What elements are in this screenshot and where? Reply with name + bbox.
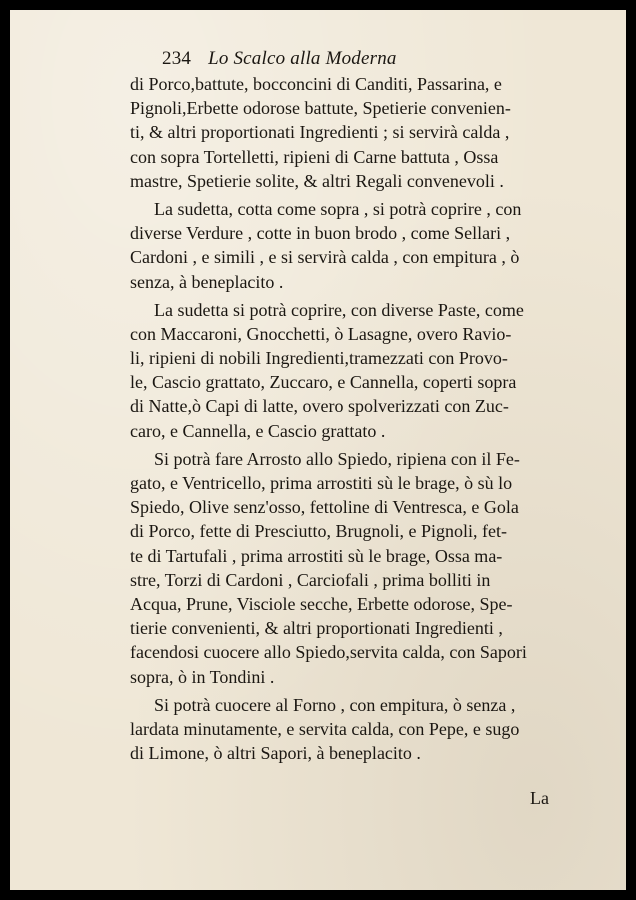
- paragraph-start-line: La sudetta si potrà coprire, con diverse Paste, come: [154, 299, 524, 320]
- book-page: [10, 10, 626, 890]
- text-line: con sopra Tortelletti, ripieni di Carne battuta , Ossa: [130, 146, 499, 167]
- text-line: di Natte,ò Capi di latte, overo spolverizzati con Zuc-: [130, 396, 509, 417]
- page-number: 234: [162, 48, 192, 69]
- text-line: diverse Verdure , cotte in buon brodo , come Sellari ,: [130, 223, 511, 244]
- text-line: senza, à beneplacito .: [130, 271, 284, 292]
- text-line: Spiedo, Olive senz'osso, fettoline di Ventresca, e Gola: [130, 497, 519, 518]
- running-title: Lo Scalco alla Moderna: [208, 48, 397, 69]
- text-line: con Maccaroni, Gnocchetti, ò Lasagne, overo Ravio-: [130, 323, 512, 344]
- body-text: [130, 72, 570, 765]
- text-line: caro, e Cannella, e Cascio grattato .: [130, 420, 386, 441]
- text-line: mastre, Spetierie solite, & altri Regali convenevoli .: [130, 170, 504, 191]
- page-header: [162, 48, 397, 70]
- catchword: La: [530, 788, 549, 808]
- paragraph-start-line: Si potrà cuocere al Forno , con empitura, ò senza ,: [154, 694, 516, 715]
- text-line: di Limone, ò altri Sapori, à beneplacito .: [130, 743, 421, 764]
- text-line: le, Cascio grattato, Zuccaro, e Cannella, coperti sopra: [130, 372, 517, 393]
- paragraph-start-line: Si potrà fare Arrosto allo Spiedo, ripiena con il Fe-: [154, 448, 520, 469]
- text-line: facendosi cuocere allo Spiedo,servita calda, con Sapori: [130, 642, 527, 663]
- text-line: di Porco, fette di Presciutto, Brugnoli, e Pignoli, fet-: [130, 521, 507, 542]
- text-line: te di Tartufali , prima arrostiti sù le brage, Ossa ma-: [130, 545, 503, 566]
- text-line: tierie convenienti, & altri proportionati Ingredienti ,: [130, 618, 503, 639]
- text-line: lardata minutamente, e servita calda, con Pepe, e sugo: [130, 718, 520, 739]
- paragraph-start-line: La sudetta, cotta come sopra , si potrà coprire , con: [154, 198, 522, 219]
- text-line: ti, & altri proportionati Ingredienti ; si servirà calda ,: [130, 122, 510, 143]
- text-line: sopra, ò in Tondini .: [130, 666, 275, 687]
- text-line: Pignoli,Erbette odorose battute, Spetierie convenien-: [130, 98, 511, 119]
- text-line: stre, Torzi di Cardoni , Carciofali , prima bolliti in: [130, 569, 491, 590]
- text-line: Cardoni , e simili , e si servirà calda , con empitura , ò: [130, 247, 520, 268]
- text-line: di Porco,battute, bocconcini di Canditi, Passarina, e: [130, 74, 502, 94]
- text-line: li, ripieni di nobili Ingredienti,tramezzati con Provo-: [130, 348, 508, 369]
- text-line: Acqua, Prune, Visciole secche, Erbette odorose, Spe-: [130, 593, 513, 614]
- text-line: gato, e Ventricello, prima arrostiti sù le brage, ò sù lo: [130, 473, 513, 493]
